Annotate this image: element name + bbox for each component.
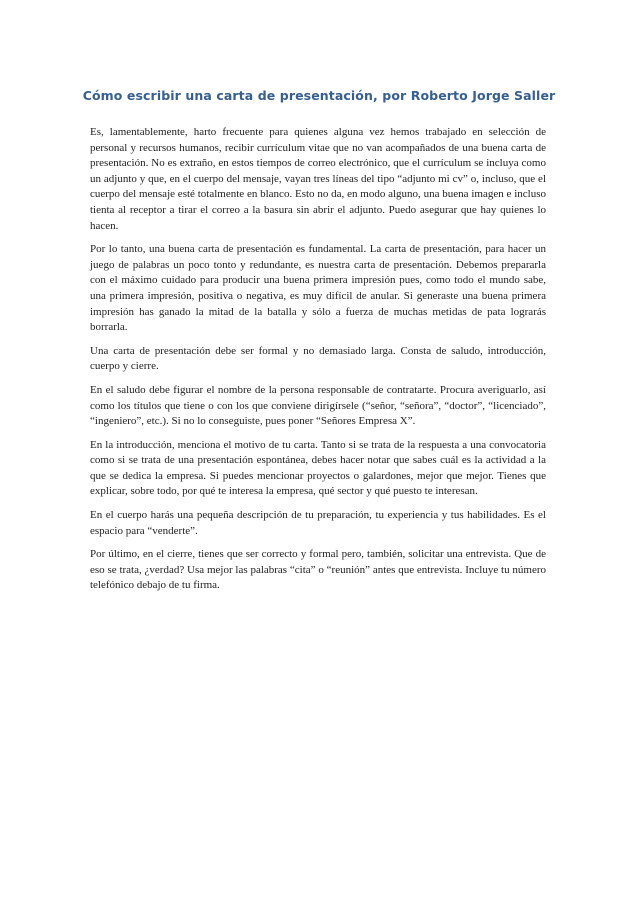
document-body [90,125,546,602]
paragraph-importance: Por lo tanto, una buena carta de presentación es fundamental. La carta de presentación, para hacer un juego de palabras un poco tonto y redundante, es nuestra carta de presentación. Debemos prepararla con el máximo cuidado para producir una buena primera impresión pues, como todo el mundo sabe, una primera impresión, positiva o negativa, es muy difícil de anular. Si generaste una buena primera impresión has ganado la mitad de la batalla y sólo a fuerza de muchas metidas de pata lograrás borrarla. [90,243,546,334]
document-title: Cómo escribir una carta de presentación, por Roberto Jorge Saller [82,88,556,103]
paragraph-structure: Una carta de presentación debe ser formal y no demasiado larga. Consta de saludo, introducción, cuerpo y cierre. [90,344,546,373]
paragraph-intro: Es, lamentablemente, harto frecuente para quienes alguna vez hemos trabajado en selección de personal y recursos humanos, recibir currículum vitae que no van acompañados de una buena carta de presentación. No es extraño, en estos tiempos de correo electrónico, que el currículum se incluya como un adjunto y que, en el cuerpo del mensaje, vayan tres líneas del tipo “adjunto mi cv” o, incluso, que el cuerpo del mensaje esté totalmente en blanco. Esto no da, en modo alguno, una buena imagen e incluso tienta al receptor a tirar el correo a la basura sin abrir el adjunto. Puedo asegurar que hay quienes lo hacen. [90,126,546,232]
paragraph-closing: Por último, en el cierre, tienes que ser correcto y formal pero, también, solicitar una entrevista. Que de eso se trata, ¿verdad? Usa mejor las palabras “cita” o “reunión” antes que entrevista. Incluye tu número telefónico debajo de tu firma. [90,548,546,592]
paragraph-introduction: En la introducción, menciona el motivo de tu carta. Tanto si se trata de la respuesta a una convocatoria como si se trata de una presentación espontánea, debes hacer notar que sabes cuál es la actividad a la que se dedica la empresa. Si puedes mencionar proyectos o galardones, mejor que mejor. Tienes que explicar, sobre todo, por qué te interesa la empresa, qué sector y qué puesto te interesan. [90,438,546,498]
paragraph-body: En el cuerpo harás una pequeña descripción de tu preparación, tu experiencia y tus habilidades. Es el espacio para “venderte”. [90,509,546,537]
paragraph-greeting: En el saludo debe figurar el nombre de la persona responsable de contratarte. Procura averiguarlo, así como los títulos que tiene o con los que conviene dirigírsele (“señor, “señora”, “doctor”, “licenciado”, “ingeniero”, etc.). Si no lo conseguiste, pues poner “Señores Empresa X”. [90,383,546,428]
